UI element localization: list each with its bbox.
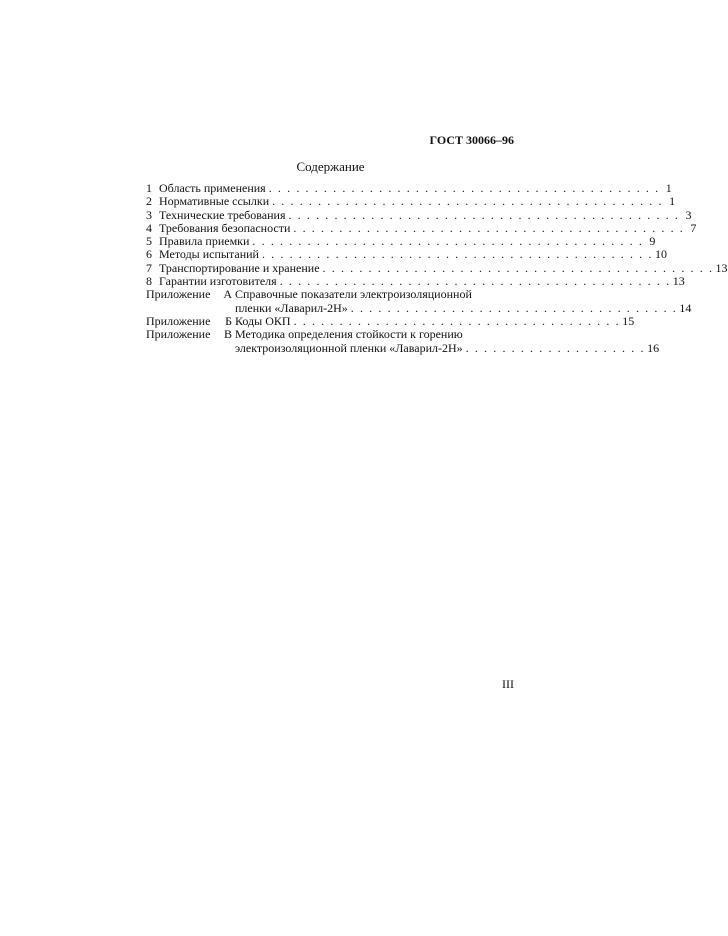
toc-entry-number: 2 (146, 194, 152, 209)
toc-entry-page: 3 (685, 207, 692, 222)
toc-entry-5[interactable] (146, 234, 656, 249)
toc-entry-page: 9 (649, 234, 656, 249)
toc-appendix-b[interactable] (146, 313, 635, 328)
appendix-letter: А (223, 287, 232, 302)
toc-entry-7[interactable] (146, 260, 728, 275)
appendix-letter: В (223, 327, 232, 342)
toc-appendix-v[interactable] (146, 328, 514, 341)
toc-entry-6[interactable] (146, 247, 667, 262)
toc-entry-2[interactable] (146, 194, 676, 209)
toc-entry-number: 1 (146, 181, 152, 195)
appendix-title-line1: Справочные показатели электроизоляционной (235, 287, 472, 302)
appendix-prefix (146, 315, 235, 328)
toc-leader: . . . . . . . . . . . . . . . . . . . . . . . . . . . . . . . . . . . . . . . . . . . (279, 274, 671, 289)
toc-leader: . . . . . . . . . . . . . . . . . . . . . . . . . . . . . . . . . . . . . . . . . . . (261, 247, 653, 262)
toc-entry-page: 14 (679, 300, 692, 315)
toc-entry-page: 13 (672, 274, 685, 289)
toc-entry-8[interactable] (146, 274, 685, 289)
toc-entry-label: Правила приемки (159, 234, 250, 249)
toc-entry-label: Методы испытаний (159, 247, 259, 262)
document-header: ГОСТ 30066–96 (429, 133, 514, 147)
appendix-title-line1: Методика определения стойкости к горению (235, 327, 463, 342)
toc-leader: . . . . . . . . . . . . . . . . . . . . . . . . . . . . . . . . . . . . . . . . . . . (272, 194, 664, 209)
appendix-prefix (146, 328, 235, 341)
toc-entry-label: Транспортирование и хранение (159, 260, 320, 275)
appendix-word: Приложение (146, 287, 211, 302)
toc-leader: . . . . . . . . . . . . . . . . . . . . . . . . . . . . . . . . . . . . . . . . . . . (268, 181, 660, 195)
toc-entry-4[interactable] (146, 220, 697, 235)
toc-entry-label: Гарантии изготовителя (159, 274, 277, 289)
toc-entry-label: Требования безопасности (159, 220, 291, 235)
toc-entry-number: 4 (146, 220, 152, 235)
appendix-title-line1: Коды ОКП (235, 313, 291, 328)
toc-entry-number: 5 (146, 234, 152, 249)
appendix-word: Приложение (146, 327, 211, 342)
toc-entry-3[interactable] (146, 207, 692, 222)
table-of-contents (146, 181, 728, 355)
toc-leader: . . . . . . . . . . . . . . . . . . . . . . . . . . . . . . . . . . . . (293, 313, 621, 328)
toc-entry-label: Область применения (159, 181, 266, 195)
toc-entry-page: 1 (665, 181, 672, 195)
toc-entry-page: 7 (690, 220, 697, 235)
toc-leader: . . . . . . . . . . . . . . . . . . . . . . . . . . . . . . . . . . . . (350, 300, 678, 315)
toc-entry-page: 15 (622, 313, 635, 328)
toc-entry-1[interactable] (146, 181, 672, 195)
appendix-prefix (146, 288, 235, 301)
toc-entry-page: 13 (715, 260, 728, 275)
toc-entry-label: Технические требования (159, 207, 286, 222)
toc-entry-number: 8 (146, 274, 152, 289)
toc-entry-number: 7 (146, 260, 152, 275)
toc-appendix-a-cont[interactable] (146, 300, 692, 315)
appendix-word: Приложение (146, 313, 211, 328)
toc-leader: . . . . . . . . . . . . . . . . . . . . . . . . . . . . . . . . . . . . . . . . . . . (252, 234, 644, 249)
toc-leader: . . . . . . . . . . . . . . . . . . . . (465, 340, 646, 355)
toc-entry-number: 6 (146, 247, 152, 262)
toc-leader: . . . . . . . . . . . . . . . . . . . . . . . . . . . . . . . . . . . . . . . . . . . (322, 260, 714, 275)
toc-appendix-a[interactable] (146, 288, 514, 301)
toc-title: Содержание (296, 159, 365, 174)
toc-entry-page: 16 (647, 340, 660, 355)
appendix-letter: Б (225, 313, 232, 328)
appendix-title-line2: пленки «Лаварил-2Н» (235, 300, 348, 315)
toc-leader: . . . . . . . . . . . . . . . . . . . . . . . . . . . . . . . . . . . . . . . . . . . (293, 220, 685, 235)
toc-leader: . . . . . . . . . . . . . . . . . . . . . . . . . . . . . . . . . . . . . . . . . . . (288, 207, 680, 222)
toc-entry-label: Нормативные ссылки (159, 194, 270, 209)
toc-appendix-v-cont[interactable] (146, 340, 660, 355)
page-number: III (502, 677, 514, 691)
toc-entry-number: 3 (146, 207, 152, 222)
toc-entry-page: 1 (669, 194, 676, 209)
toc-entry-page: 10 (654, 247, 667, 262)
appendix-title-line2: электроизоляционной пленки «Лаварил-2Н» (235, 340, 463, 355)
